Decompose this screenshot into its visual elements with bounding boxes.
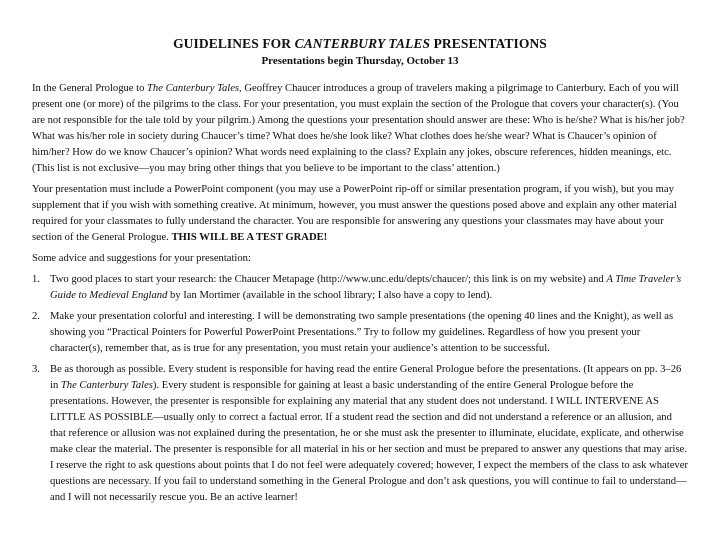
intro-pre: In the General Prologue to [32,83,148,94]
list-item-italic: The Canterbury Tales [60,380,153,391]
list-item-number: 1. [32,274,40,285]
intro-post: Geoffrey Chaucer introduces a group of travelers making a pilgrimage to Canterbury. Each of you will present one (or more) of the pilgrims to the class. For your presentation, you must explain the section of the Prologue that covers your character(s). (You are not responsible for the tale told by your pilgrim.) Among the questions your presentation should answer are these: Who is he/she? What is his/her job? What was his/her role in society during Chaucer’s time? What does he/she look like? What clothes does he/she wear? What is Chaucer’s opinion of him/her? How do we know Chaucer’s opinion? What words need explaining to the class? Explain any jokes, obscure references, hidden meanings, etc. (This list is not exclusive—you may bring other things that you believe to be important to the class’ attention.) [32,83,685,174]
list-item [32,309,688,357]
list-item-text: Two good places to start your research: the Chaucer Metapage (http://www.unc.edu/depts/chaucer/; this link is on my website) and [50,274,607,285]
page-title [32,36,688,52]
list-item [32,362,688,506]
advice-list [32,272,688,506]
page-subtitle: Presentations begin Thursday, October 13 [261,55,459,67]
list-item-text: Make your presentation colorful and interesting. I will be demonstrating two sample presentations (the opening 40 lines and the Knight), as well as showing you “Practical Pointers for Powerful PowerPoint Presentations.” Try to follow my guidelines. Regardless of how you present your character(s), remember that, as is true for any presentation, you must retain your audience’s attention to be successful. [50,311,674,354]
list-item-text-post: by Ian Mortimer (available in the school library; I also have a copy to lend). [167,290,493,301]
list-item-text: Be as thorough as possible. Every student is responsible for having read the entire General Prologue before the presentations. (It appears on pp. 3–26 in [50,364,682,391]
list-item-italic: A Time Traveler’s Guide to Medieval England [50,274,682,301]
intro-italic: The Canterbury Tales, [147,83,242,94]
powerpoint-text: Your presentation must include a PowerPoint component (you may use a PowerPoint rip-off or similar presentation program, if you wish), but you may supplement that if you wish with something creative. At minimum, however, you must answer the questions posed above and explain any other material required for your classmates to fully understand the character. You are responsible for answering any questions your classmates may have about your section of the General Prologue. [32,184,677,243]
title-italic: CANTERBURY TALES [294,36,431,51]
intro-paragraph [32,81,688,177]
title-suffix: PRESENTATIONS [430,36,547,51]
powerpoint-paragraph [32,182,688,246]
list-item-text-post: ). Every student is responsible for gaining at least a basic understanding of the entire General Prologue before the presentations. However, the presenter is responsible for explaining any material that any student does not understand. I WILL INTERVENE AS LITTLE AS POSSIBLE—usually only to correct a factual error. If a student read the section and did not understand a reference or an allusion, and that reference or allusion was not explained during the presentation, he or she must ask the presenter to illuminate, elucidate, explicate, and otherwise make clear the material. The presenter is responsible for all material in his or her section and must be prepared to answer any questions that may arise. I reserve the right to ask questions about points that I do not feel were adequately covered; however, I expect the members of the class to ask whatever questions are necessary. If you fail to understand something in the General Prologue and don’t ask questions, you will continue to fail to understand—and I will not necessarily rescue you. Be an active learner! [50,380,688,503]
advice-intro: Some advice and suggestions for your presentation: [32,253,251,264]
title-prefix: GUIDELINES FOR [173,36,295,51]
list-item-number: 2. [32,311,40,322]
test-grade-note: THIS WILL BE A TEST GRADE! [171,232,328,243]
list-item-number: 3. [32,364,40,375]
list-item [32,272,688,304]
